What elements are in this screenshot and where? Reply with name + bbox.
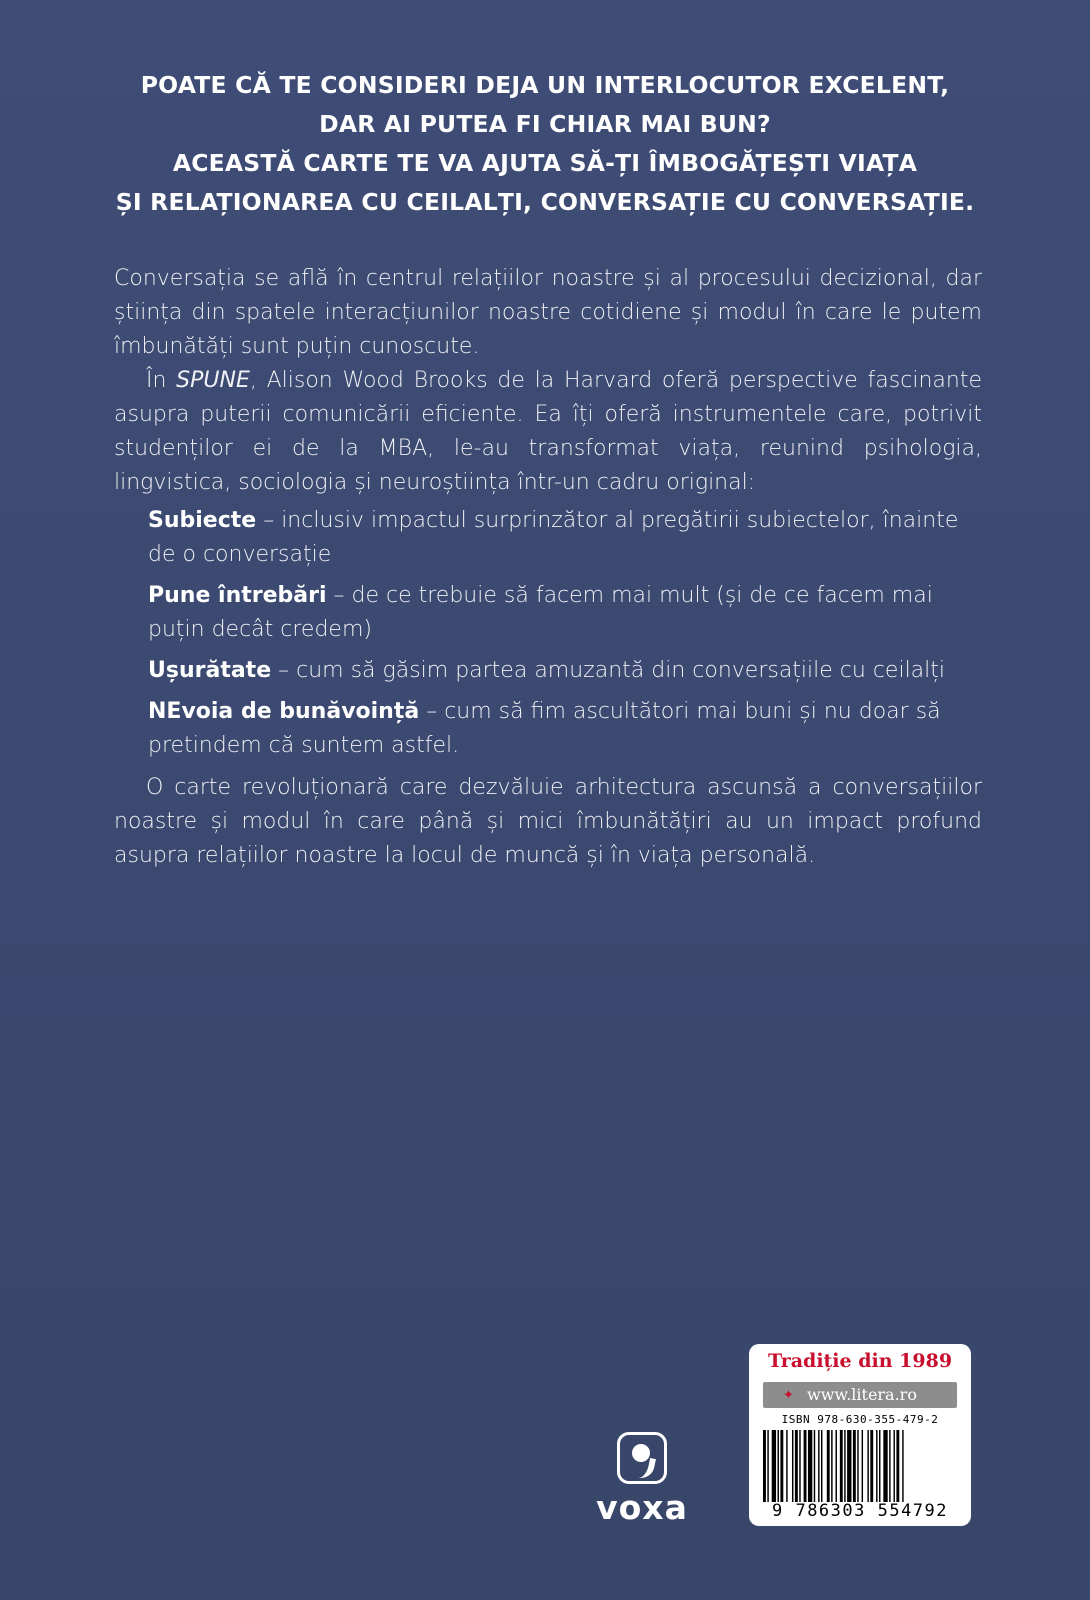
maple-leaf-icon: ✦ (783, 1388, 794, 1403)
feature-text: – de ce trebuie să facem mai mult (și de ce facem mai puțin decât credem) (148, 583, 933, 642)
feature-term: NEvoia de bunăvoință (148, 699, 420, 724)
barcode-sticker (749, 1344, 971, 1526)
blurb (114, 262, 982, 873)
headline (60, 66, 1030, 222)
intro-paragraph: Conversația se află în centrul relațiilor noastre și al procesului decizional, dar știința din spatele interacțiunilor noastre cotidiene și modul în care le putem îmbunătăți sunt puțin cunoscute. (114, 266, 982, 359)
url-bar (763, 1382, 957, 1408)
description-prefix: În (146, 368, 177, 393)
description-rest: , Alison Wood Brooks de la Harvard oferă perspective fascinante asupra puterii comunicării eficiente. Ea îți oferă instrumentele care, potrivit studenților ei de la MBA, le-au transformat viața, reunind psihologia, lingvistica, sociologia și neuroștiința într-un cadru original: (114, 368, 982, 495)
book-title-ref: SPUNE (176, 368, 250, 393)
feature-term: Pune întrebări (148, 583, 327, 608)
feature-term: Subiecte (148, 508, 257, 533)
list-item (148, 654, 982, 688)
feature-term: Ușurătate (148, 658, 272, 683)
headline-line-2: DAR AI PUTEA FI CHIAR MAI BUN? (319, 110, 771, 138)
list-item (148, 695, 982, 763)
feature-list (148, 504, 982, 763)
tradition-label: Tradiție din 1989 (767, 1350, 953, 1372)
feature-text: – cum să fim ascultători mai buni și nu doar să pretindem că suntem astfel. (148, 699, 941, 758)
isbn-text: ISBN 978-630-355-479-2 (781, 1413, 939, 1426)
website-url: www.litera.ro (807, 1385, 917, 1404)
feature-text: – cum să găsim partea amuzantă din conversațiile cu ceilalți (271, 658, 946, 683)
description-paragraph (114, 364, 982, 500)
headline-line-3: ACEASTĂ CARTE TE VA AJUTA SĂ-ȚI ÎMBOGĂȚEȘTI VIAȚA (172, 149, 918, 177)
headline-line-1: POATE CĂ TE CONSIDERI DEJA UN INTERLOCUTOR EXCELENT, (140, 71, 950, 99)
feature-text: – inclusiv impactul surprinzător al pregătirii subiectelor, înainte de o conversație (148, 508, 959, 567)
barcode-digits: 9 786303 554792 (771, 1501, 949, 1521)
voxa-mark-icon (617, 1432, 667, 1484)
closing-paragraph: O carte revoluționară care dezvăluie arhitectura ascunsă a conversațiilor noastre și modul în care până și mici îmbunătățiri au un impact profund asupra relațiilor noastre la locul de muncă și în viața personală. (114, 775, 982, 868)
list-item (148, 504, 982, 572)
list-item (148, 579, 982, 647)
publisher-logo (582, 1432, 702, 1527)
publisher-name: voxa (596, 1488, 688, 1527)
barcode-icon (761, 1430, 959, 1502)
headline-line-4: ȘI RELAȚIONAREA CU CEILALȚI, CONVERSAȚIE CU CONVERSAȚIE. (115, 188, 975, 216)
